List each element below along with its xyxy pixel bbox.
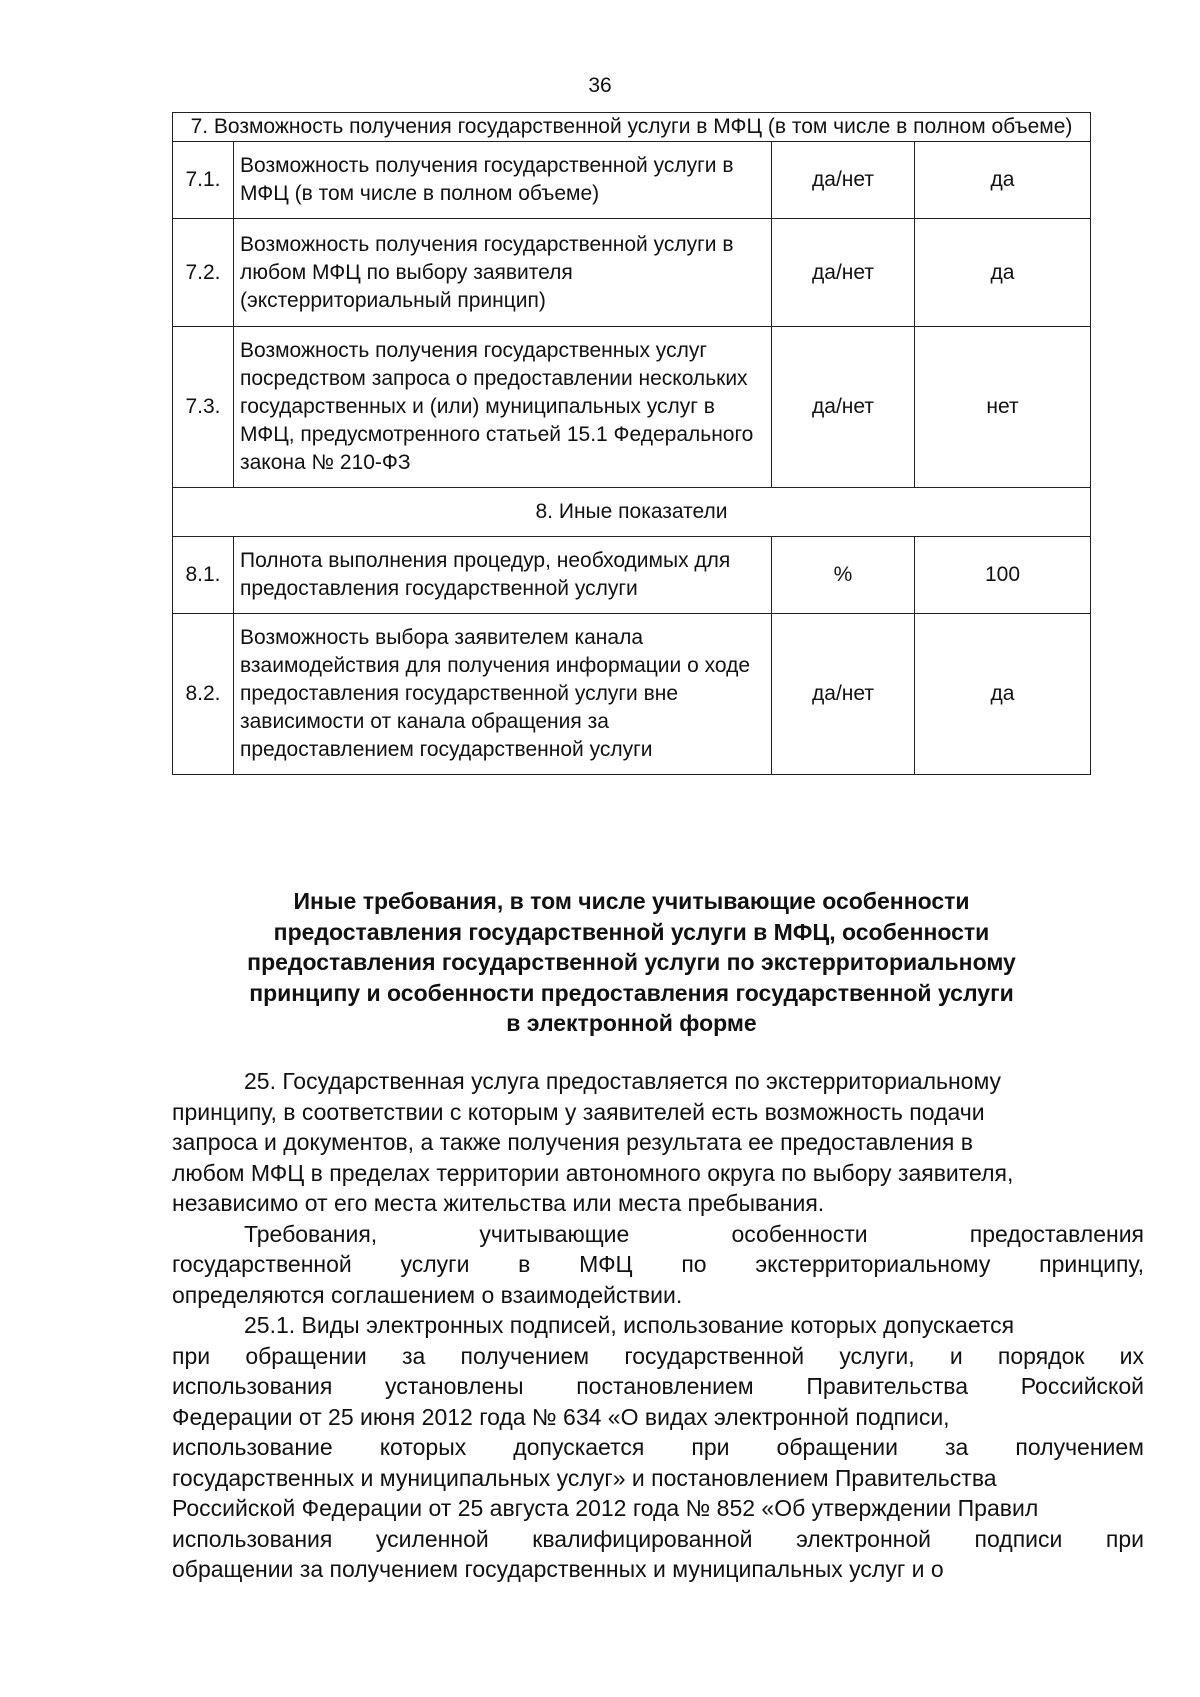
- paragraph-25-line: принципу, в соответствии с которым у заявителей есть возможность подачи: [172, 1098, 985, 1125]
- table-row: [173, 537, 1091, 614]
- body-text: [172, 1066, 1162, 1585]
- page-number: 36: [588, 74, 612, 97]
- indicator-name: Полнота выполнения процедур, необходимых для предоставления государственной услуги: [234, 537, 772, 614]
- paragraph-requirements-line: государственной услуги в МФЦ по экстерриториальному принципу,: [172, 1251, 1144, 1277]
- indicator-unit: да/нет: [772, 614, 915, 775]
- table-section-row: [173, 488, 1091, 537]
- paragraph-25-1-line: использования установлены постановлением Правительства Российской: [172, 1373, 1144, 1399]
- section-8-title: 8. Иные показатели: [173, 488, 1091, 537]
- table-row: [173, 142, 1091, 219]
- table-row: [173, 219, 1091, 327]
- paragraph-25-1-line: обращении за получением государственных и муниципальных услуг и о: [172, 1556, 944, 1582]
- paragraph-25-line: любом МФЦ в пределах территории автономного округа по выбору заявителя,: [172, 1159, 1014, 1186]
- indicators-table: [172, 112, 1091, 775]
- paragraph-requirements-line: определяются соглашением о взаимодействии.: [172, 1281, 683, 1308]
- paragraph-25-1-line: при обращении за получением государственной услуги, и порядок их: [172, 1342, 1144, 1369]
- indicator-value: да: [915, 142, 1091, 219]
- heading-line: предоставления государственной услуги по экстерриториальному: [247, 949, 1016, 975]
- paragraph-25-1-line: 25.1. Виды электронных подписей, использование которых допускается: [244, 1312, 1015, 1338]
- indicator-name: Возможность получения государственной услуги в МФЦ (в том числе в полном объеме): [234, 142, 772, 219]
- paragraph-25-1-line: Федерации от 25 июня 2012 года № 634 «О видах электронной подписи,: [172, 1403, 950, 1430]
- row-number: 8.1.: [173, 537, 234, 614]
- table-row: [173, 614, 1091, 775]
- indicator-unit: да/нет: [772, 219, 915, 327]
- paragraph-25-line: независимо от его места жительства или места пребывания.: [172, 1190, 825, 1216]
- indicator-value: да: [915, 219, 1091, 327]
- row-number: 8.2.: [173, 614, 234, 775]
- heading-line: в электронной форме: [506, 1010, 757, 1036]
- paragraph-requirements-line: Требования, учитывающие особенности предоставления: [244, 1220, 1144, 1247]
- heading-line: принципу и особенности предоставления государственной услуги: [249, 979, 1014, 1006]
- indicator-value: 100: [915, 537, 1091, 614]
- row-number: 7.3.: [173, 327, 234, 488]
- table-row: [173, 327, 1091, 488]
- paragraph-25-line: 25. Государственная услуга предоставляется по экстерриториальному: [244, 1068, 1002, 1094]
- paragraph-25-1-line: использования усиленной квалифицированной электронной подписи при: [172, 1525, 1144, 1552]
- indicator-unit: %: [772, 537, 915, 614]
- heading-line: предоставления государственной услуги в МФЦ, особенности: [273, 918, 990, 945]
- indicator-value: нет: [915, 327, 1091, 488]
- section-heading: [172, 886, 1091, 1039]
- paragraph-25-1-line: государственных и муниципальных услуг» и постановлением Правительства: [172, 1464, 997, 1491]
- section-7-title: 7. Возможность получения государственной услуги в МФЦ (в том числе в полном объеме): [173, 113, 1091, 142]
- indicator-name: Возможность получения государственной услуги в любом МФЦ по выбору заявителя (экстерриториальный принцип): [234, 219, 772, 327]
- heading-line: Иные требования, в том числе учитывающие особенности: [293, 888, 970, 914]
- indicator-name: Возможность получения государственных услуг посредством запроса о предоставлении нескольких государственных и (или) муниципальных услуг в МФЦ, предусмотренного статьей 15.1 Федерального закона № 210-ФЗ: [234, 327, 772, 488]
- indicator-value: да: [915, 614, 1091, 775]
- indicator-name: Возможность выбора заявителем канала взаимодействия для получения информации о ходе предоставления государственной услуги вне зависимости от канала обращения за предоставлением государственной услуги: [234, 614, 772, 775]
- row-number: 7.2.: [173, 219, 234, 327]
- indicator-unit: да/нет: [772, 142, 915, 219]
- table-section-row: [173, 113, 1091, 142]
- indicator-unit: да/нет: [772, 327, 915, 488]
- paragraph-25-1-line: Российской Федерации от 25 августа 2012 года № 852 «Об утверждении Правил: [172, 1495, 1039, 1521]
- paragraph-25-1-line: использование которых допускается при обращении за получением: [172, 1434, 1144, 1460]
- paragraph-25-line: запроса и документов, а также получения результата ее предоставления в: [172, 1129, 973, 1155]
- row-number: 7.1.: [173, 142, 234, 219]
